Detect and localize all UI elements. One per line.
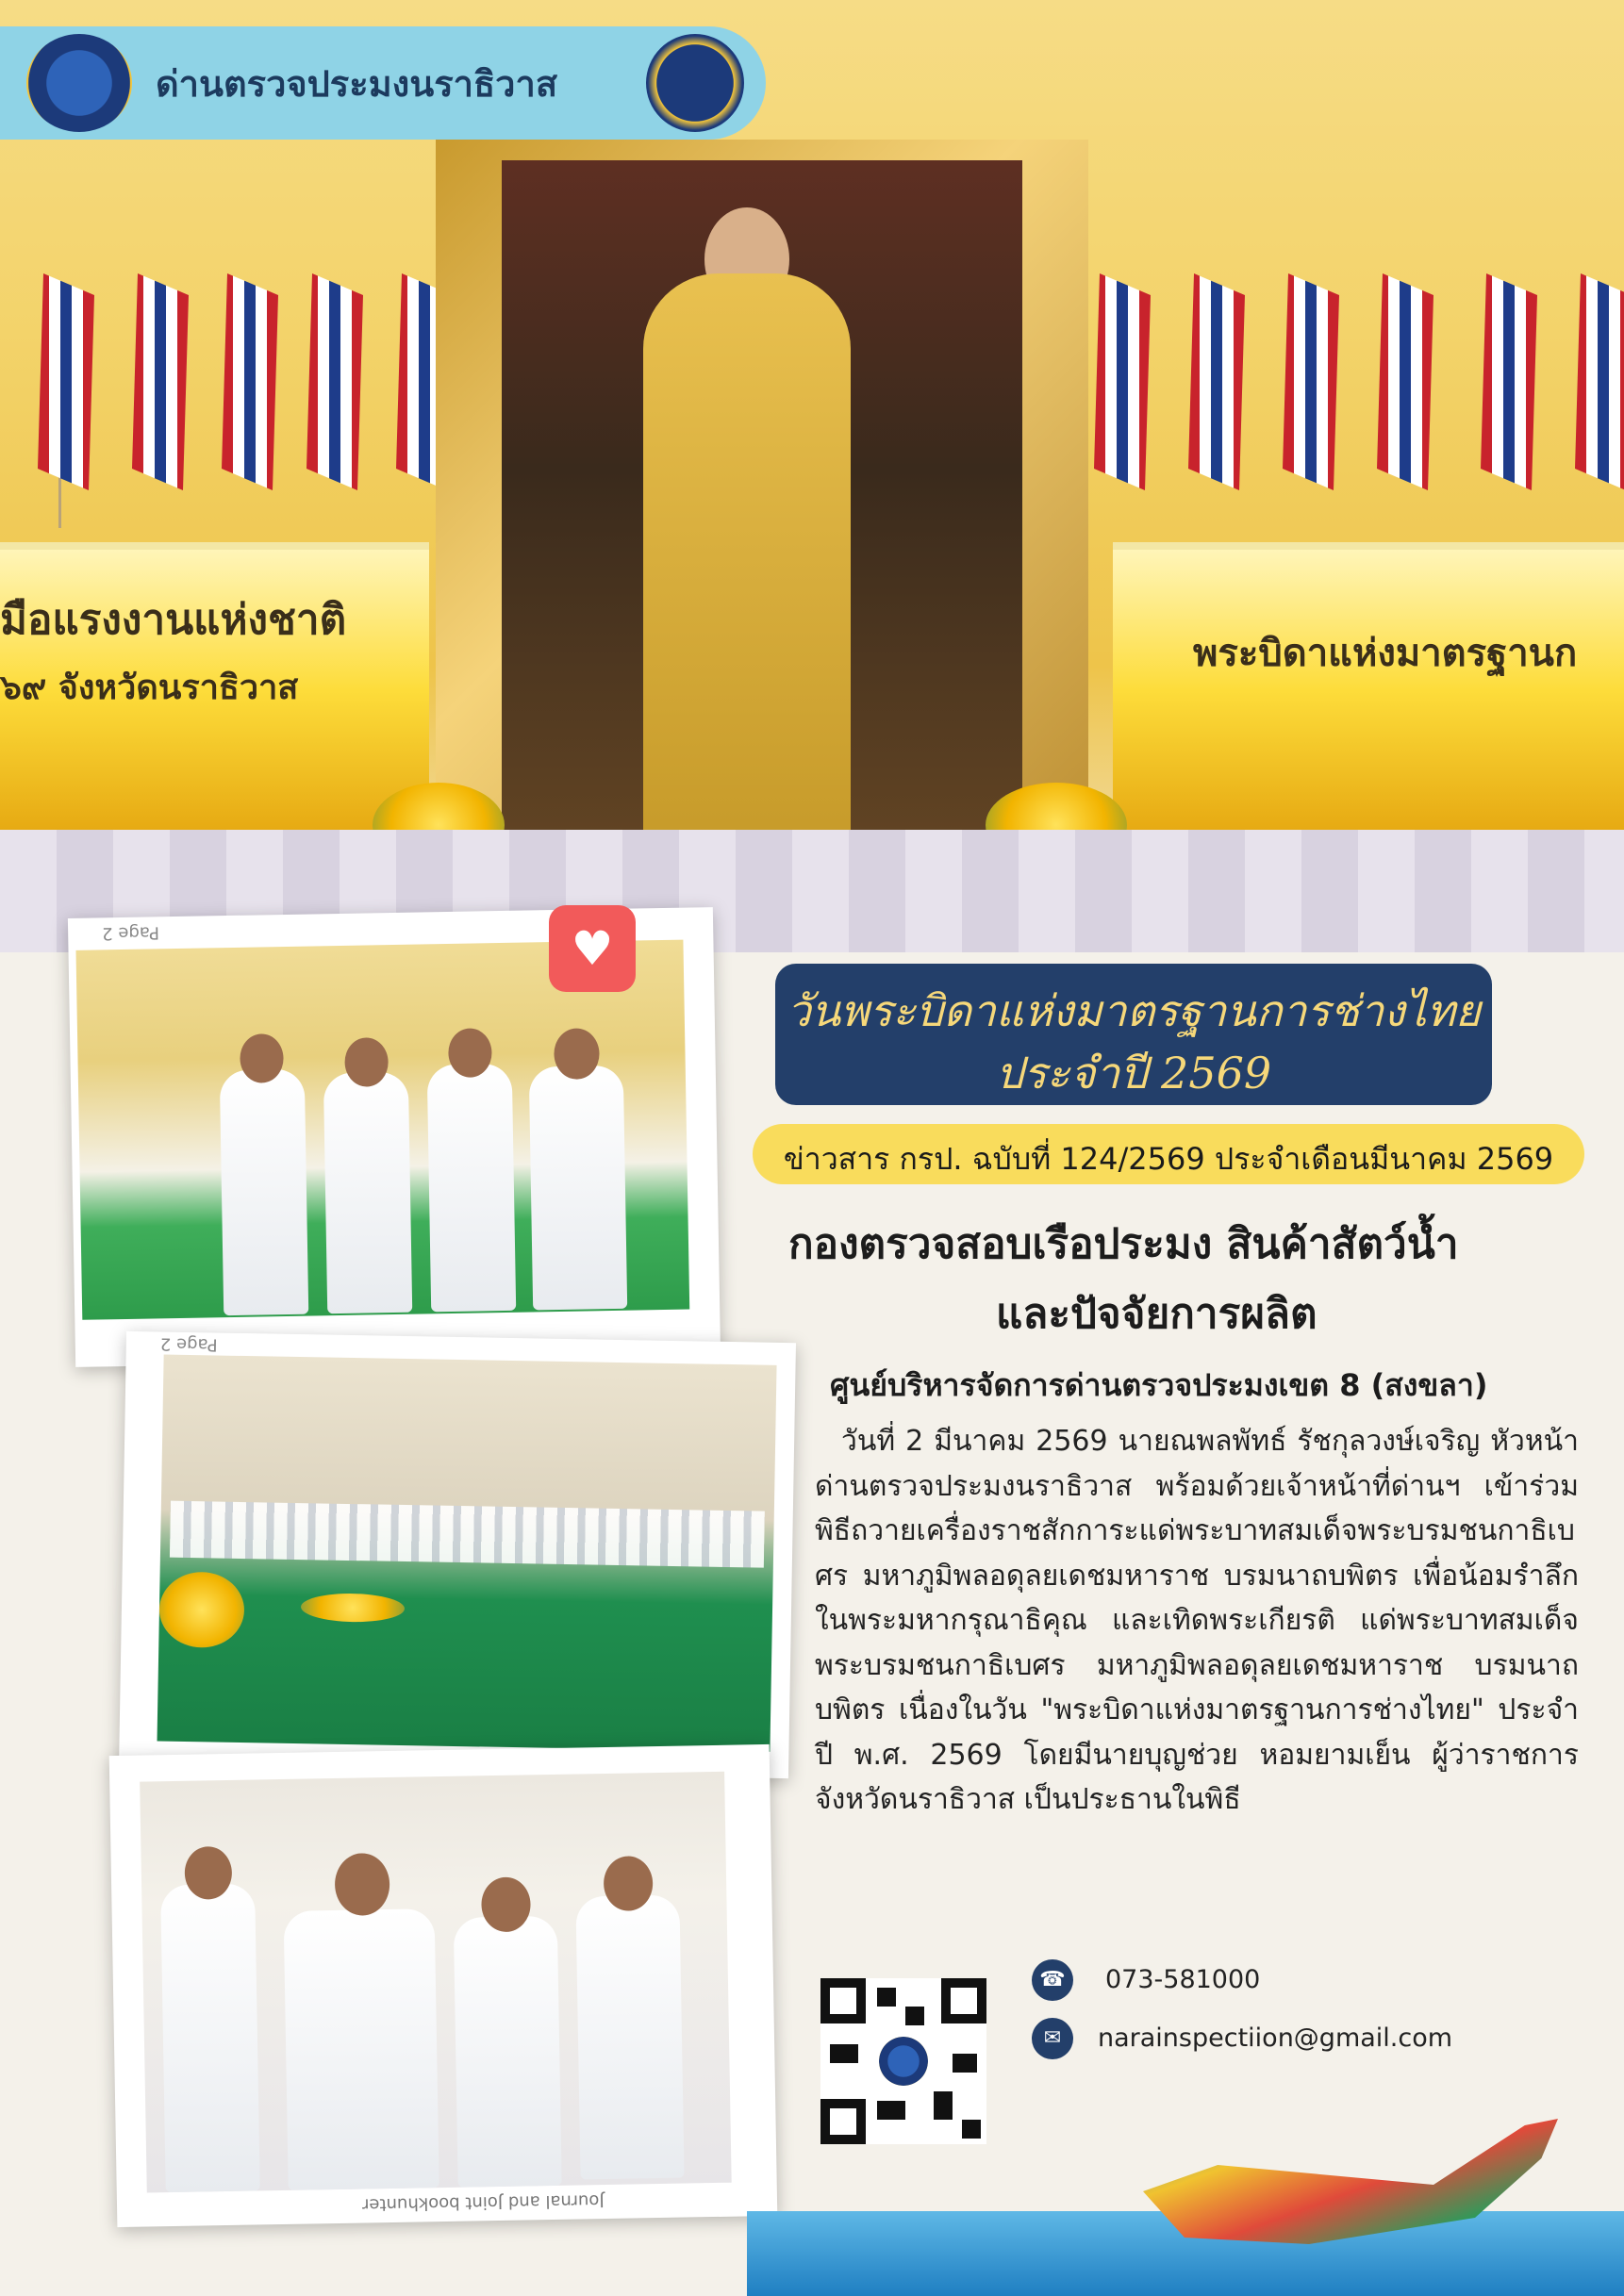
official-person <box>284 1908 439 2190</box>
qr-module <box>953 2054 977 2073</box>
event-title-pill <box>775 964 1492 1105</box>
fishery-inspection-logo <box>26 34 132 132</box>
flower-arrangement <box>301 1593 406 1623</box>
banner-right <box>1113 542 1624 833</box>
contact-email[interactable]: narainspectiion@gmail.com <box>1098 2023 1453 2053</box>
qr-module <box>830 2044 858 2063</box>
photo-3-image <box>140 1772 732 2193</box>
thai-flag <box>222 273 278 490</box>
photo-2-caption: Page 2 <box>159 1333 218 1355</box>
hero-background <box>0 0 1624 952</box>
thai-flag <box>1377 273 1433 490</box>
newsletter-badge <box>753 1124 1584 1184</box>
event-photo-3 <box>109 1744 778 2227</box>
qr-module <box>934 2091 953 2120</box>
qr-code[interactable] <box>820 1978 986 2144</box>
qr-module <box>962 2120 981 2139</box>
flower-arrangement <box>158 1571 244 1648</box>
header-title: ด่านตรวจประมงนราธิวาส <box>156 63 558 105</box>
banner-right-line1: พระบิดาแห่งมาตรฐานก <box>1193 631 1578 675</box>
banner-left-line1: มือแรงงานแห่งชาติ <box>0 596 347 644</box>
qr-finder <box>820 1978 866 2023</box>
royal-portrait <box>502 160 1022 933</box>
org-heading-line2: และปัจจัยการผลิต <box>996 1290 1317 1338</box>
thai-flag <box>1481 273 1537 490</box>
qr-module <box>905 2007 924 2025</box>
photo-1-image <box>75 940 689 1320</box>
mail-icon: ✉ <box>1032 2018 1073 2059</box>
newsletter-badge-text: ข่าวสาร กรป. ฉบับที่ 124/2569 ประจำเดือนมีนาคม 2569 <box>783 1141 1554 1177</box>
department-of-fisheries-seal <box>646 34 744 132</box>
photo-1-caption: Page 2 <box>101 922 160 944</box>
official-person <box>220 1069 309 1316</box>
thai-flag <box>132 273 189 490</box>
official-person <box>427 1064 517 1313</box>
official-person <box>575 1895 684 2180</box>
portrait-figure-robe <box>643 273 851 839</box>
news-body-paragraph: วันที่ 2 มีนาคม 2569 นายณพลพัทธ์ รัชกุลวงษ์เจริญ หัวหน้าด่านตรวจประมงนราธิวาส พร้อมด้วยเจ้าหน้าที่ด่านฯ เข้าร่วมพิธีถวายเครื่องราชสักการะแด่พระบาทสมเด็จพระบรมชนกาธิเบศร มหาภูมิพลอดุลยเดชมหาราช บรมนาถบพิตร เพื่อน้อมรำลึกในพระมหากรุณาธิคุณ และเทิดพระเกียรติ แด่พระบาทสมเด็จพระบรมชนกาธิเบศร มหาภูมิพลอดุลยเดชมหาราช บรมนาถบพิตร เนื่องในวัน "พระบิดาแห่งมาตรฐานการช่างไทย" ประจำปี พ.ศ. 2569 โดยมีนายบุญช่วย หอมยามเย็น ผู้ว่าราชการจังหวัดนราธิวาส เป็นประธานในพิธี <box>815 1425 1579 1816</box>
event-title-line2: ประจำปี 2569 <box>995 1048 1272 1098</box>
qr-module <box>877 1988 896 2007</box>
official-person <box>323 1072 412 1314</box>
contact-phone[interactable]: 073-581000 <box>1105 1965 1261 1994</box>
org-subheading: ศูนย์บริหารจัดการด่านตรวจประมงเขต 8 (สงขลา) <box>830 1367 1488 1403</box>
heart-icon: ♥ <box>549 905 636 992</box>
banner-left-line2: ๖๙ จังหวัดนราธิวาส <box>0 668 299 707</box>
qr-center-logo <box>879 2037 928 2086</box>
photo-3-caption: Journal and Joint bookhunter <box>361 2190 605 2215</box>
official-person <box>160 1883 260 2192</box>
crowd-row <box>170 1501 765 1568</box>
official-person <box>529 1065 627 1311</box>
thai-flag <box>38 273 94 490</box>
thai-flag <box>1283 273 1339 490</box>
org-heading-line1: กองตรวจสอบเรือประมง สินค้าสัตว์น้ำ <box>788 1220 1459 1268</box>
phone-icon: ☎ <box>1032 1959 1073 2001</box>
event-title-line1: วันพระบิดาแห่งมาตรฐานการช่างไทย <box>786 985 1482 1036</box>
qr-finder <box>941 1978 986 2023</box>
thai-flag <box>1094 273 1151 490</box>
qr-finder <box>820 2099 866 2144</box>
thai-flag <box>307 273 363 490</box>
event-photo-2 <box>119 1331 796 1778</box>
official-head <box>335 1853 390 1916</box>
thai-flag <box>1188 273 1245 490</box>
photo-2-image <box>157 1355 777 1752</box>
official-person <box>454 1916 562 2188</box>
qr-module <box>877 2101 905 2120</box>
thai-flag <box>1575 273 1624 490</box>
